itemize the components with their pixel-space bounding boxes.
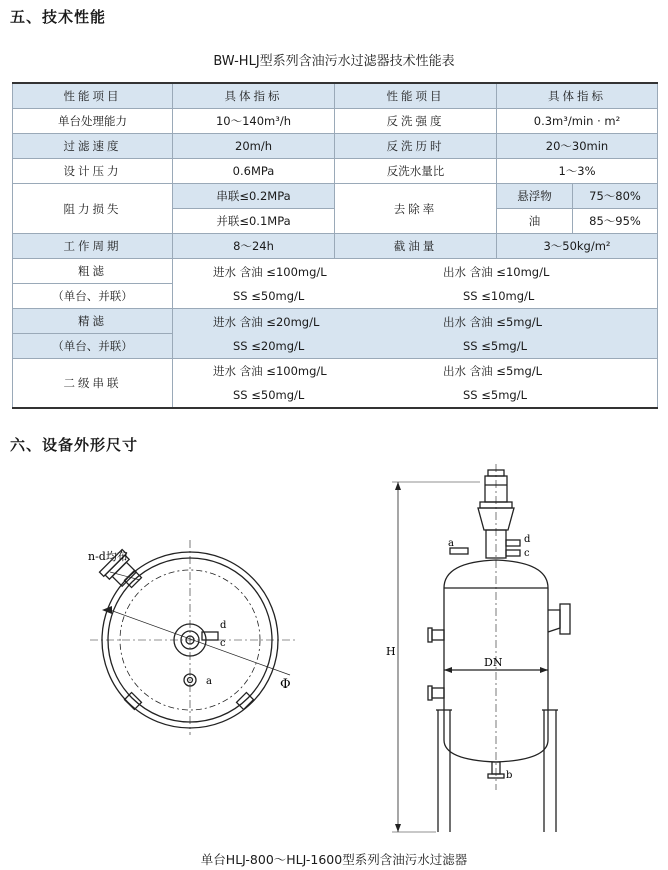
dn-label: DN [484,656,503,669]
header-cell: 具体指标 [497,83,658,109]
value-cell: 20m/h [173,134,335,159]
removal-subcell-oil [497,209,658,234]
item-cell: 反洗强度 [335,109,497,134]
filter-sub: （单台、并联） [13,334,173,359]
table-row [13,259,658,284]
top-view-drawing [80,520,320,740]
nd-label: n-d均布 [88,550,128,563]
header-cell: 性能项目 [335,83,497,109]
inlet-ss: SS ≤50mg/L [233,288,305,303]
item-cell: 截油量 [335,234,497,259]
side-d-label: d [524,534,531,545]
filter-spec [173,259,658,309]
table-title: BW-HLJ型系列含油污水过滤器技术性能表 [213,54,455,69]
oil-value: 85～95% [589,214,641,228]
inlet-oil: 进水 含油 ≤100mg/L [213,264,327,279]
outlet-oil: 出水 含油 ≤5mg/L [443,364,543,378]
filter-name: 粗滤 [13,259,173,284]
section-heading-5: 五、技术性能 [10,8,107,26]
item-cell: 去除率 [335,184,497,234]
filter-name: 二级串联 [13,359,173,409]
value-cell: 0.6MPa [173,159,335,184]
ss-label: 悬浮物 [497,184,573,208]
item-cell: 阻力损失 [13,184,173,234]
outlet-ss: SS ≤10mg/L [463,288,535,303]
performance-table [12,82,658,409]
side-a-label: a [448,538,454,549]
inlet-ss: SS ≤20mg/L [233,338,305,353]
inlet-oil: 进水 含油 ≤100mg/L [213,364,327,378]
ss-value: 75～80% [589,189,641,203]
inlet-ss: SS ≤50mg/L [233,388,305,402]
d-label: d [220,620,227,631]
value-cell: 0.3m³/min · m² [497,109,658,134]
table-header-row [13,83,658,109]
removal-subcell-ss [497,184,658,209]
section-heading-6: 六、设备外形尺寸 [10,436,139,454]
value-cell: 并联≤0.1MPa [173,209,335,234]
h-label: H [386,645,396,658]
side-c-label: c [524,548,530,559]
outlet-oil: 出水 含油 ≤5mg/L [443,314,543,329]
value-cell: 串联≤0.2MPa [173,184,335,209]
table-row [13,309,658,334]
table-row [13,134,658,159]
value-cell: 3～50kg/m² [497,234,658,259]
value-cell: 20～30min [497,134,658,159]
outlet-ss: SS ≤5mg/L [463,338,527,353]
item-cell: 反洗历时 [335,134,497,159]
outlet-oil: 出水 含油 ≤10mg/L [443,264,550,279]
inlet-oil: 进水 含油 ≤20mg/L [213,314,320,329]
drawing-caption: 单台HLJ-800～HLJ-1600型系列含油污水过滤器 [200,852,468,867]
outlet-ss: SS ≤5mg/L [463,388,527,402]
oil-label: 油 [497,209,573,233]
header-cell: 性能项目 [13,83,173,109]
table-row [13,234,658,259]
table-row [13,184,658,209]
value-cell: 8～24h [173,234,335,259]
value-cell: 1～3% [497,159,658,184]
filter-spec [173,309,658,359]
item-cell: 单台处理能力 [13,109,173,134]
item-cell: 反洗水量比 [335,159,497,184]
phi-label: Φ [280,677,291,692]
table-row [13,159,658,184]
item-cell: 设计压力 [13,159,173,184]
c-label: c [220,638,226,649]
filter-sub: （单台、并联） [13,284,173,309]
item-cell: 过滤速度 [13,134,173,159]
a-label: a [206,676,212,687]
item-cell: 工作周期 [13,234,173,259]
filter-spec [173,359,658,409]
b-label: b [506,770,513,781]
value-cell: 10～140m³/h [173,109,335,134]
side-view-drawing [380,460,600,842]
table-row [13,109,658,134]
header-cell: 具体指标 [173,83,335,109]
filter-name: 精滤 [13,309,173,334]
